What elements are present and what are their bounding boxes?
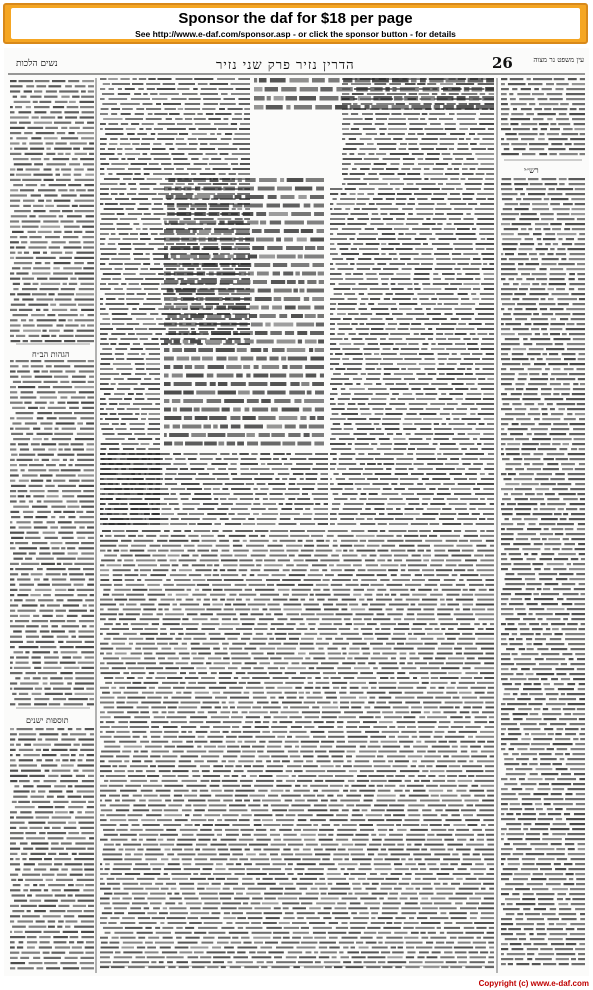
page-number: 26 <box>492 54 513 72</box>
left-margin-notes-top <box>10 80 94 342</box>
sponsor-subtitle[interactable]: See http://www.e-daf.com/sponsor.asp - or click the sponsor button - for details <box>135 29 456 39</box>
section-label-hagahot: הגהות הב״ח <box>32 350 70 359</box>
left-margin-notes-bottom <box>10 728 94 969</box>
commentary-lower-block <box>100 530 494 968</box>
tosafot-upper-block <box>100 78 250 345</box>
page-header-title: הדרין נזיר פרק שני נזיר <box>216 58 355 73</box>
sponsor-title[interactable]: Sponsor the daf for $18 per page <box>178 10 413 27</box>
side-column-header: נשים הלכות <box>16 59 58 69</box>
rashi-side-block <box>330 188 494 525</box>
talmud-page-scan <box>4 48 589 976</box>
sponsor-banner[interactable] <box>3 3 588 44</box>
copyright-link[interactable]: Copyright (c) www.e-daf.com <box>478 979 589 988</box>
sponsor-banner-inner[interactable] <box>11 8 580 39</box>
right-margin-commentary <box>501 178 585 965</box>
section-label-rashi: רש״י <box>524 166 539 175</box>
corner-note: עין משפט נר מצוה <box>533 56 584 64</box>
tosafot-mid-block <box>100 453 328 525</box>
page-text-blocks <box>4 48 589 976</box>
section-label-tosafot-yeshanim: תוספות ישנים <box>26 716 69 725</box>
rashi-upper-block <box>342 78 494 185</box>
right-margin-top <box>501 78 585 155</box>
left-margin-notes-mid <box>10 360 94 705</box>
